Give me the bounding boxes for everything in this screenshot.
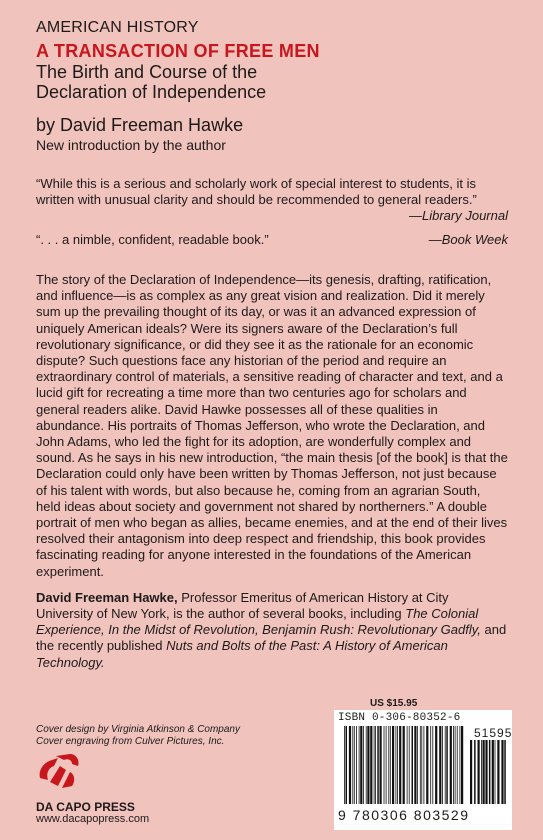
addon-barcode — [470, 740, 506, 804]
cover-design-credit: Cover design by Virginia Atkinson & Company — [36, 724, 240, 735]
ean-number: 9 780306 803529 — [338, 807, 470, 823]
review-quote-2-text: “. . . a nimble, confident, readable book.” — [36, 232, 269, 247]
intro-line: New introduction by the author — [36, 137, 226, 153]
category-label: AMERICAN HISTORY — [36, 19, 199, 36]
price-label: US $15.95 — [370, 698, 418, 709]
cover-engraving-credit: Cover engraving from Culver Pictures, Inc. — [36, 736, 225, 747]
review-quote-1-source: —Library Journal — [409, 208, 508, 223]
review-quote-1 — [36, 176, 508, 224]
author-bio-text-1: Professor Emeritus of American History at City University of New York, is the author of several books, including — [36, 589, 449, 622]
author-bio — [36, 590, 508, 671]
author-bio-books-2: Nuts and Bolts of the Past: A History of American Technology. — [36, 638, 448, 670]
review-quote-2-source: —Book Week — [428, 232, 508, 247]
subtitle-line-1: The Birth and Course of the — [36, 62, 258, 82]
review-quote-1-source-row — [36, 208, 508, 224]
author-bio-name: David Freeman Hawke, — [36, 589, 178, 605]
author-line: by David Freeman Hawke — [36, 115, 244, 135]
review-quote-2 — [36, 232, 508, 248]
author-bio-books-1: The Colonial Experience, In the Midst of Revolution, Benjamin Rush: Revolutionary Gadfly, — [36, 606, 481, 638]
back-cover-content — [36, 18, 508, 671]
subtitle-line-2: Declaration of Independence — [36, 82, 267, 102]
book-title: A TRANSACTION OF FREE MEN — [36, 41, 320, 61]
ean-barcode — [344, 726, 464, 804]
author-bio-text-2: and the recently published — [36, 622, 507, 654]
da-capo-logo-icon — [36, 752, 82, 792]
isbn-text: ISBN 0-306-80352-6 — [338, 712, 461, 724]
price-addon-number: 51595 — [474, 726, 513, 740]
description-text: The story of the Declaration of Independence—its genesis, drafting, ratification, and influence—is as complex as any great vision and realization. Did it merely sum up the prevailing thought of its day, or was it an advanced expression of uniquely American ideals? Were its signers aware of the Declaration’s full revolutionary significance, or did they see it as the rationale for an economic dispute? Such questions face any historian of the period and require an extraordinary control of materials, a sensitive reading of character and text, and a lucid gift for recreating a time more than two centuries ago for scholars and general readers alike. David Hawke possesses all of these qualities in abundance. His portraits of Thomas Jefferson, who wrote the Declaration, and John Adams, who led the fight for its adoption, are wonderfully complex and sound. As he says in his new introduction, “the main thesis [of the book] is that the Declaration could only have been written by Thomas Jefferson, not just because of his talent with words, but also because he, coming from an agrarian South, held ideas about society and government not shared by northerners.” A double portrait of men who began as allies, became enemies, and at the end of their lives resolved their antagonism into deep respect and friendship, this book provides fascinating reading for anyone interested in the foundations of the American experiment. — [36, 272, 508, 579]
publisher-name: DA CAPO PRESS — [36, 800, 135, 814]
review-quote-1-text: “While this is a serious and scholarly work of special interest to students, it is written with unusual clarity and should be recommended to general readers.” — [36, 176, 477, 207]
publisher-url: www.dacapopress.com — [36, 813, 150, 825]
barcode-area — [334, 710, 512, 830]
cover-credits — [36, 724, 240, 748]
